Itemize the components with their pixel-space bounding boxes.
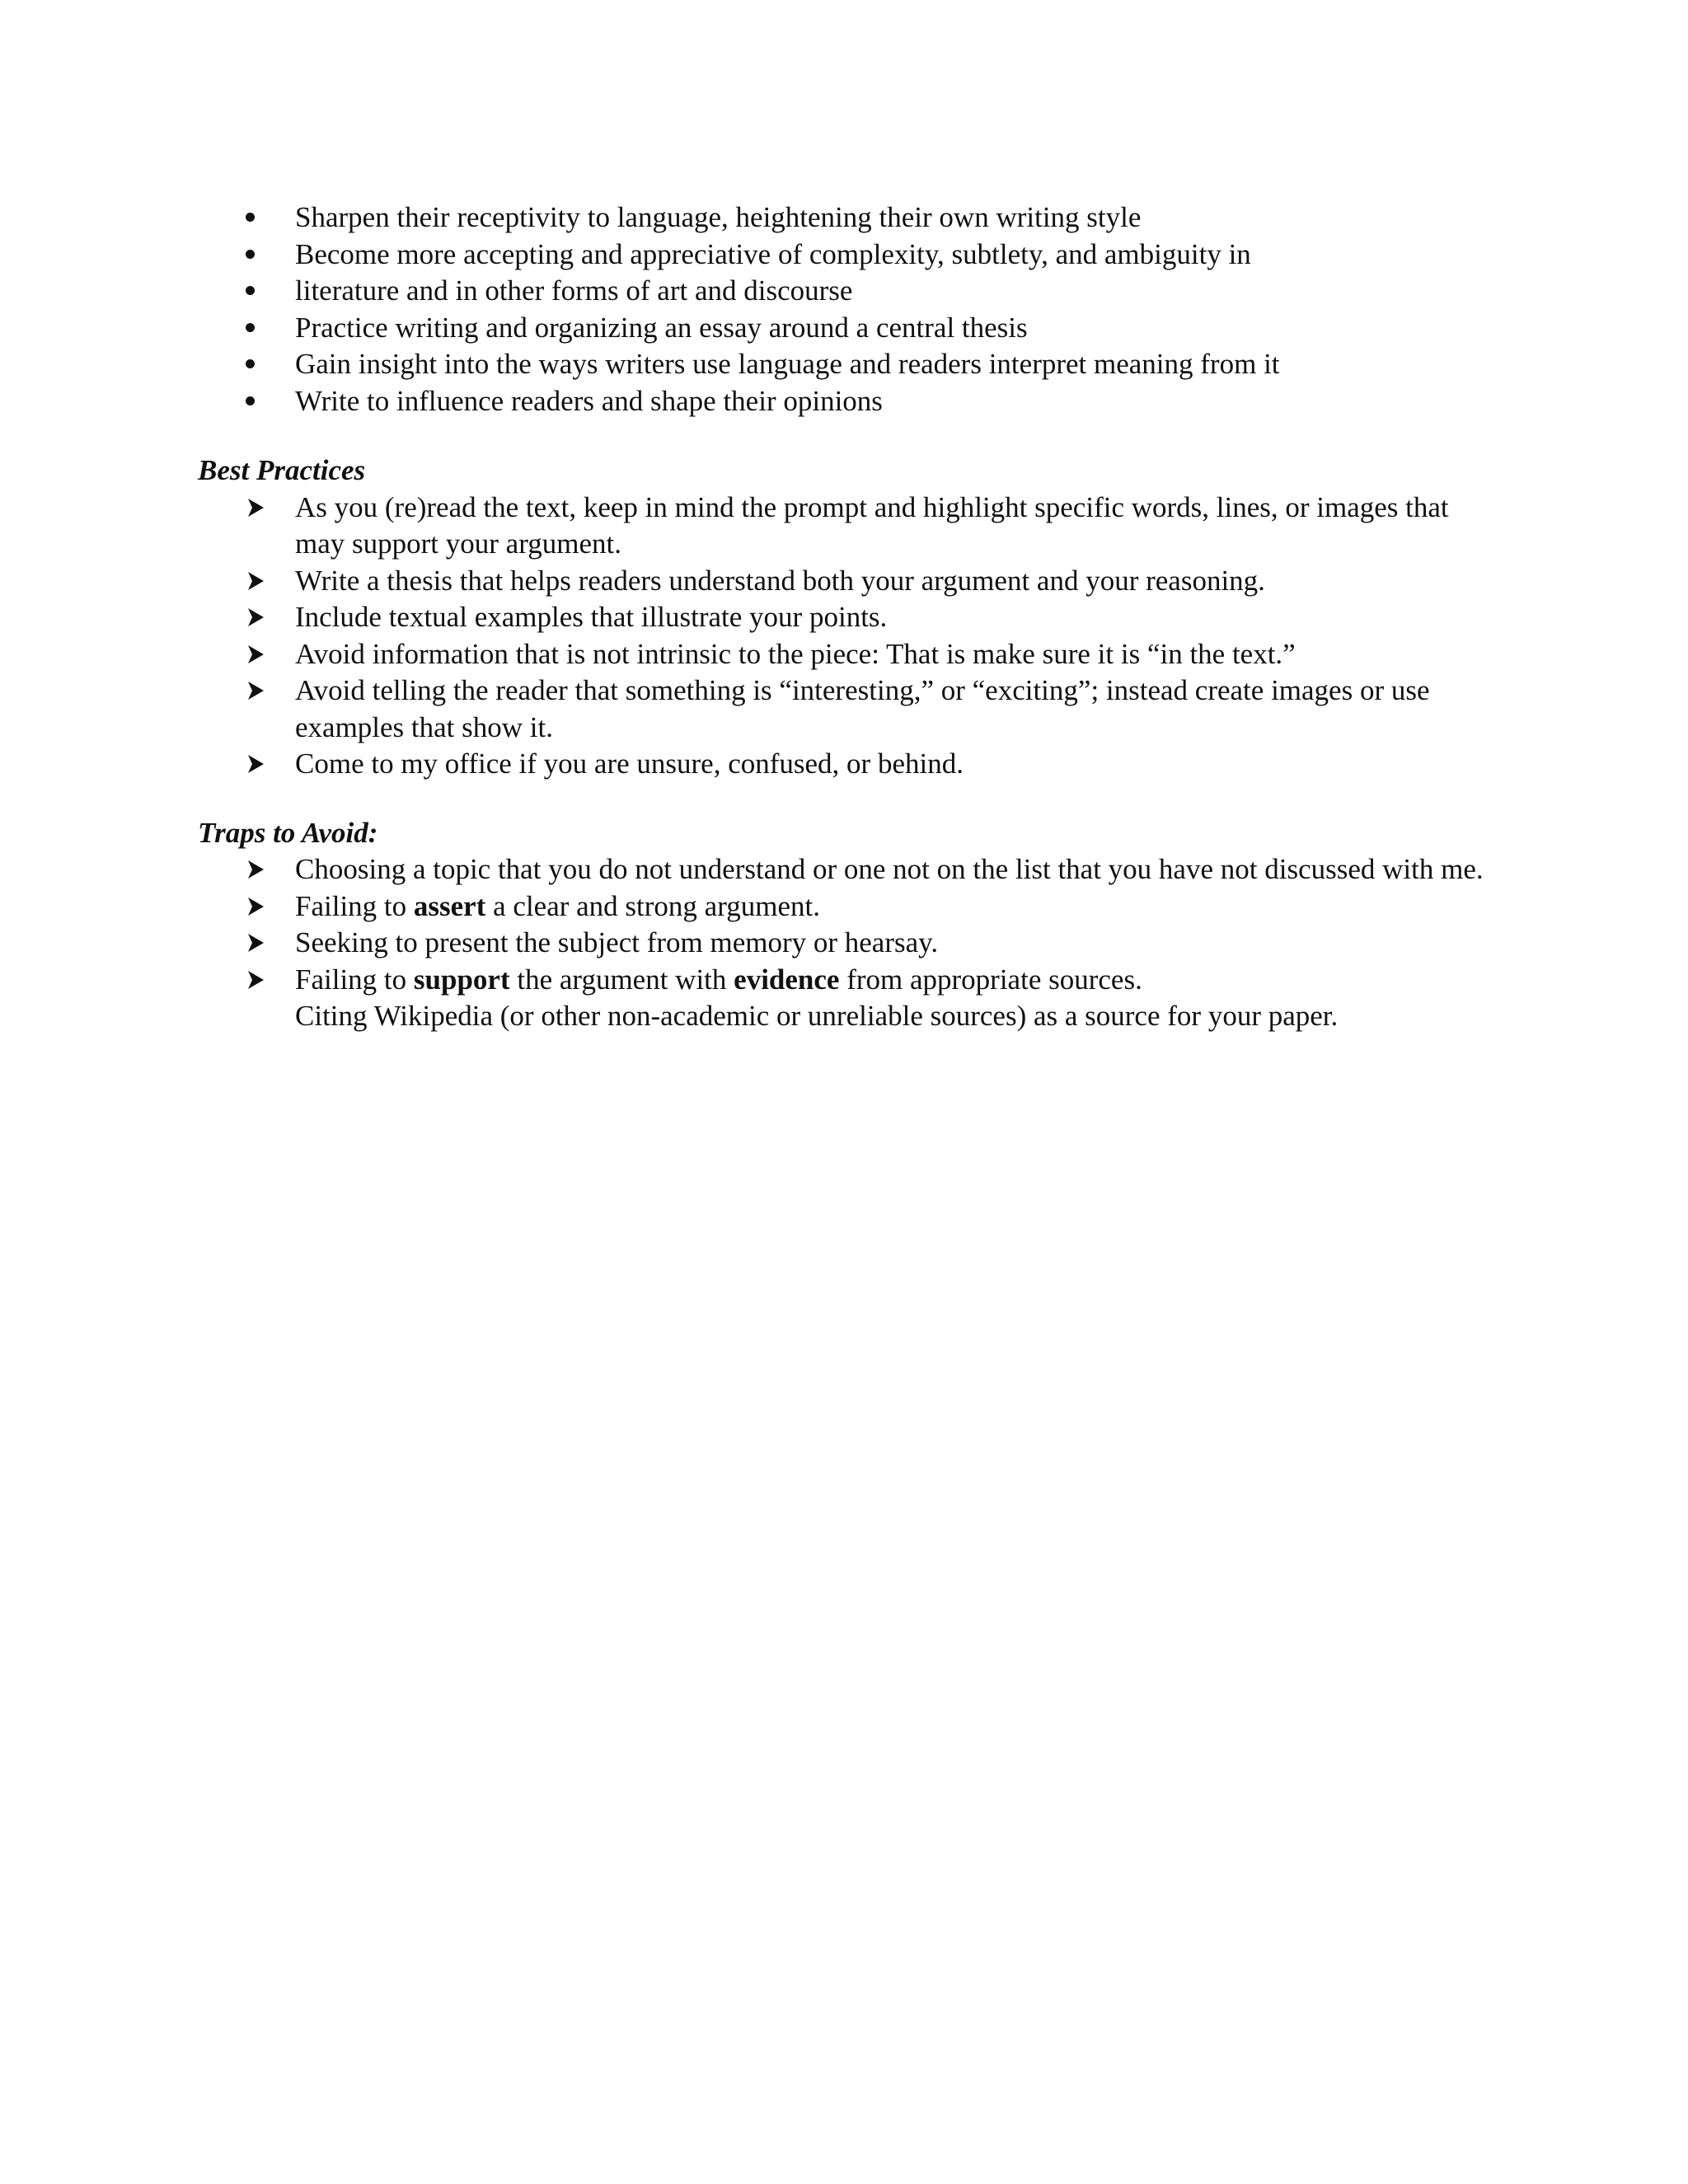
list-item bbox=[198, 346, 1484, 383]
list-item-text-bold: assert bbox=[413, 889, 486, 922]
list-item bbox=[198, 383, 1484, 420]
list-item-text: Include textual examples that illustrate your points. bbox=[295, 601, 888, 633]
list-item-text-pre: Failing to bbox=[295, 963, 414, 996]
intro-bullet-list bbox=[198, 199, 1484, 419]
list-item bbox=[198, 599, 1484, 636]
list-item-text: Write a thesis that helps readers understand both your argument and your reasoning. bbox=[295, 564, 1265, 597]
traps-list bbox=[198, 851, 1484, 1035]
list-item bbox=[198, 636, 1484, 673]
list-item bbox=[198, 199, 1484, 237]
list-item-text-pre: Failing to bbox=[295, 889, 414, 922]
list-item-text: Seeking to present the subject from memory or hearsay. bbox=[295, 926, 939, 958]
list-item-text: Choosing a topic that you do not understand or one not on the list that you have not discussed with me. bbox=[295, 853, 1484, 885]
list-item bbox=[198, 310, 1484, 347]
list-item bbox=[198, 962, 1484, 1035]
list-item-text: Come to my office if you are unsure, confused, or behind. bbox=[295, 748, 964, 780]
list-item-text: literature and in other forms of art and discourse bbox=[295, 274, 853, 307]
list-item bbox=[198, 888, 1484, 926]
list-item-text-mid: the argument with bbox=[509, 963, 734, 996]
list-item-text: Gain insight into the ways writers use language and readers interpret meaning from it bbox=[295, 348, 1280, 380]
list-item-continuation: Citing Wikipedia (or other non-academic or unreliable sources) as a source for your paper. bbox=[295, 1000, 1339, 1032]
list-item-text: Become more accepting and appreciative of complexity, subtlety, and ambiguity in bbox=[295, 237, 1251, 270]
list-item bbox=[198, 673, 1484, 746]
list-item-text-post: from appropriate sources. bbox=[839, 963, 1142, 996]
list-item bbox=[198, 273, 1484, 310]
list-item bbox=[198, 490, 1484, 563]
list-item-text: Avoid information that is not intrinsic to the piece: That is make sure it is “in the text.” bbox=[295, 637, 1296, 670]
best-practices-heading: Best Practices bbox=[198, 454, 366, 486]
document-content bbox=[198, 199, 1484, 1035]
list-item bbox=[198, 925, 1484, 962]
list-item-text-bold: support bbox=[413, 963, 510, 996]
list-item-text: Practice writing and organizing an essay around a central thesis bbox=[295, 311, 1028, 344]
list-item-text: Write to influence readers and shape their opinions bbox=[295, 384, 883, 417]
list-item-text-post: a clear and strong argument. bbox=[485, 889, 820, 922]
traps-heading: Traps to Avoid: bbox=[198, 816, 378, 849]
list-item bbox=[198, 851, 1484, 888]
list-item bbox=[198, 563, 1484, 600]
list-item bbox=[198, 746, 1484, 783]
best-practices-list bbox=[198, 490, 1484, 783]
list-item-text-bold: evidence bbox=[734, 963, 840, 996]
list-item-text: As you (re)read the text, keep in mind the prompt and highlight specific words, lines, or images that may support your argument. bbox=[295, 490, 1449, 560]
list-item-text: Avoid telling the reader that something is “interesting,” or “exciting”; instead create images or use examples that show it. bbox=[295, 674, 1430, 743]
list-item bbox=[198, 237, 1484, 274]
list-item-text: Sharpen their receptivity to language, heightening their own writing style bbox=[295, 201, 1142, 233]
